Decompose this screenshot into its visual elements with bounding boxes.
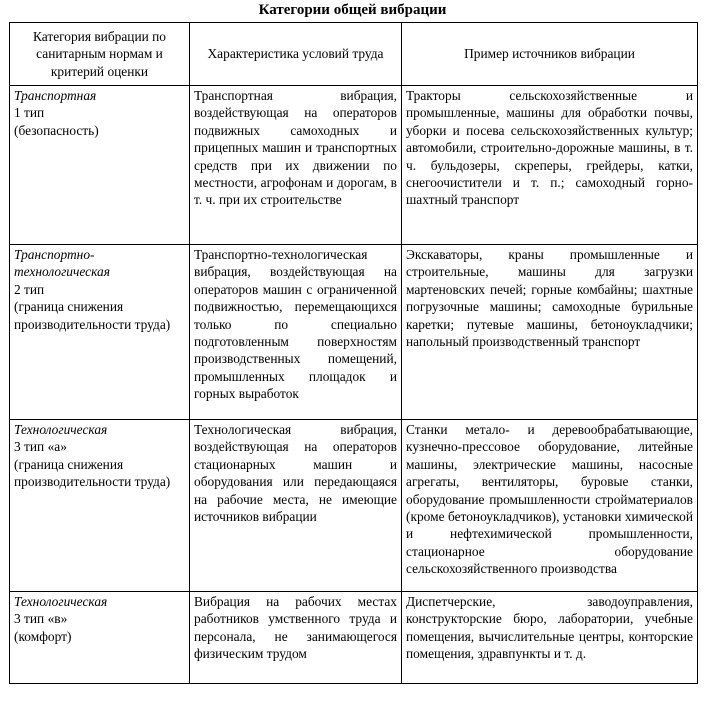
category-cell [10, 245, 190, 420]
vibration-categories-table [9, 22, 698, 684]
sources-cell: Тракторы сельскохозяйственные и промышленные, машины для обработки почвы, уборки и посева сельскохозяйственных культур; автомобили, строительно-дорожные машины, в т. ч. бульдозеры, скреперы, грейдеры, катки, снегоочистители и т. п.; самоходный горно-шахтный транспорт [402, 86, 698, 245]
category-name: Транспортная [14, 88, 97, 103]
category-cell [10, 86, 190, 245]
conditions-cell: Технологическая вибрация, воздействующая на операторов стационарных машин и оборудования или передающаяся на рабочие места, не имеющие источников вибрации [190, 420, 402, 592]
conditions-cell: Вибрация на рабочих местах работников умственного труда и персонала, не занимающегося физическим трудом [190, 592, 402, 684]
category-name: Технологическая [14, 422, 108, 437]
header-conditions: Характеристика условий труда [190, 23, 402, 86]
sources-cell: Экскаваторы, краны промышленные и строительные, машины для загрузки мартеновских печей; горные комбайны; шахтные погрузочные машины; самоходные бурильные каретки; путевые машины, бетоноукладчики; напольный производственный транспорт [402, 245, 698, 420]
category-criterion: (граница снижения производительности труда) [14, 299, 171, 332]
category-criterion: (безопасность) [14, 122, 99, 138]
table-row [10, 592, 698, 684]
header-category: Категория вибрации по санитарным нормам и критерий оценки [10, 23, 190, 86]
table-row [10, 420, 698, 592]
category-name: Технологическая [14, 594, 108, 609]
header-sources: Пример источников вибрации [402, 23, 698, 86]
category-criterion: (комфорт) [14, 628, 72, 644]
category-criterion: (граница снижения производительности труда) [14, 456, 171, 490]
table-title: Категории общей вибрации [258, 2, 447, 18]
category-type: 2 тип [14, 281, 45, 297]
conditions-cell: Транспортно-технологическая вибрация, воздействующая на операторов машин с ограниченной подвижностью, перемещающихся только по специально подготовленным поверхностям производственных помещений, промышленных площадок и горных выработок [190, 245, 402, 420]
category-name: Транспортно-технологическая [14, 247, 110, 280]
category-type: 1 тип [14, 105, 45, 121]
category-type: 3 тип «а» [14, 439, 67, 455]
sources-cell: Станки метало- и деревообрабатывающие, кузнечно-прессовое оборудование, литейные машины, электрические машины, насосные агрегаты, вентиляторы, буровые станки, оборудование промышленности стройматериалов (кроме бетоноукладчиков), установки химической и нефтехимической промышленности, стационарное оборудование сельскохозяйственного производства [402, 420, 698, 592]
category-cell [10, 592, 190, 684]
sources-cell: Диспетчерские, заводоуправления, конструкторские бюро, лаборатории, учебные помещения, вычислительные центры, конторские помещения, здравпункты и т. д. [402, 592, 698, 684]
category-cell [10, 420, 190, 592]
table-row [10, 86, 698, 245]
conditions-cell: Транспортная вибрация, воздействующая на операторов подвижных самоходных и прицепных машин и транспортных средств при их движении по местности, агрофонам и дорогам, в т. ч. при их строительстве [190, 86, 402, 245]
category-type: 3 тип «в» [14, 611, 68, 627]
table-row [10, 245, 698, 420]
table-header-row [10, 23, 698, 86]
